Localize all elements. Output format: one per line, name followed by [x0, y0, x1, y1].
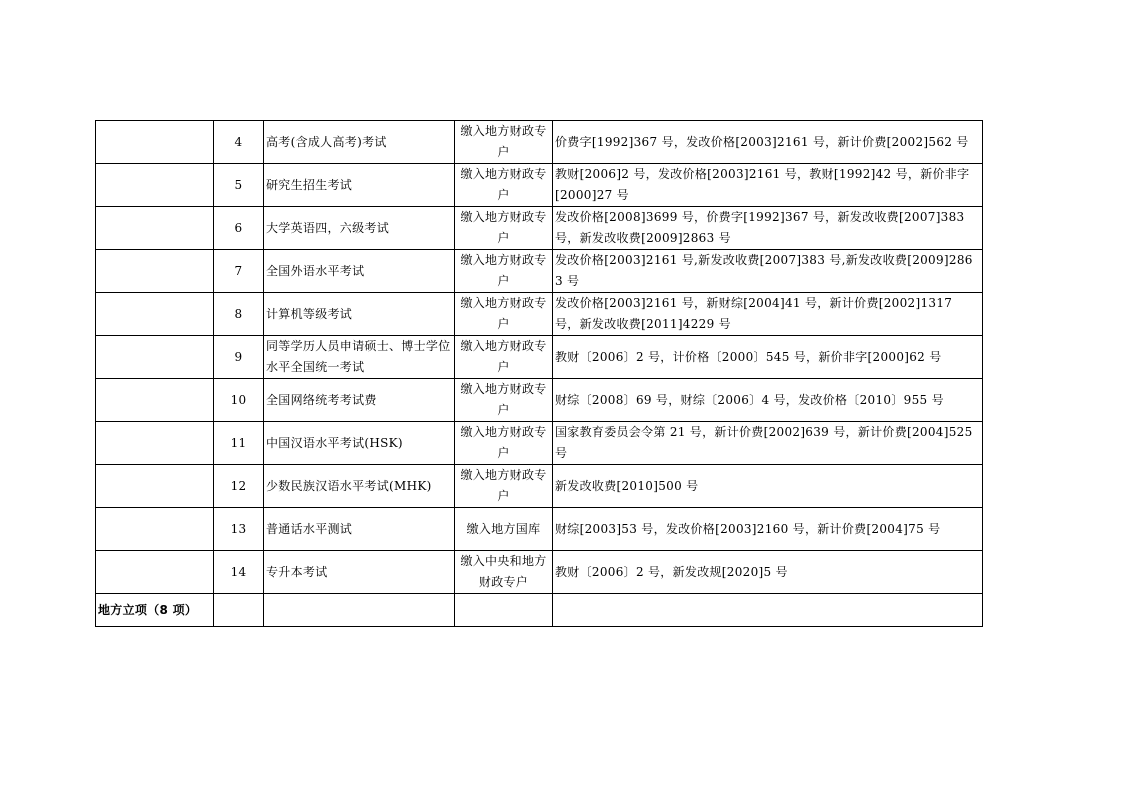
item-number: 4	[214, 121, 264, 164]
table-row	[96, 465, 983, 508]
item-number: 11	[214, 422, 264, 465]
policy-basis: 发改价格[2003]2161 号,新发改收费[2007]383 号,新发改收费[2009]2863 号	[553, 250, 983, 293]
item-name: 中国汉语水平考试(HSK)	[264, 422, 455, 465]
table-row	[96, 164, 983, 207]
fund-treatment: 缴入地方财政专户	[455, 293, 553, 336]
section-header-row	[96, 594, 983, 627]
category-cell	[96, 121, 214, 164]
table-row	[96, 379, 983, 422]
item-name: 少数民族汉语水平考试(MHK)	[264, 465, 455, 508]
policy-basis: 教财〔2006〕2 号，新发改规[2020]5 号	[553, 551, 983, 594]
item-number: 14	[214, 551, 264, 594]
item-name: 专升本考试	[264, 551, 455, 594]
item-name: 普通话水平测试	[264, 508, 455, 551]
fund-treatment: 缴入地方财政专户	[455, 207, 553, 250]
policy-basis: 国家教育委员会令第 21 号，新计价费[2002]639 号，新计价费[2004]525 号	[553, 422, 983, 465]
category-cell	[96, 508, 214, 551]
item-number	[214, 594, 264, 627]
section-title: 地方立项（8 项）	[96, 594, 214, 627]
policy-basis	[553, 594, 983, 627]
policy-basis: 发改价格[2008]3699 号，价费字[1992]367 号，新发改收费[2007]383 号，新发改收费[2009]2863 号	[553, 207, 983, 250]
fund-treatment: 缴入地方财政专户	[455, 250, 553, 293]
item-name: 同等学历人员申请硕士、博士学位水平全国统一考试	[264, 336, 455, 379]
item-number: 9	[214, 336, 264, 379]
table-row	[96, 121, 983, 164]
table-row	[96, 551, 983, 594]
fund-treatment: 缴入地方财政专户	[455, 465, 553, 508]
item-name: 全国外语水平考试	[264, 250, 455, 293]
fund-treatment	[455, 594, 553, 627]
item-number: 8	[214, 293, 264, 336]
policy-basis: 财综〔2008〕69 号，财综〔2006〕4 号，发改价格〔2010〕955 号	[553, 379, 983, 422]
table-row	[96, 250, 983, 293]
category-cell	[96, 164, 214, 207]
policy-basis: 财综[2003]53 号，发改价格[2003]2160 号，新计价费[2004]75 号	[553, 508, 983, 551]
fund-treatment: 缴入地方财政专户	[455, 164, 553, 207]
item-number: 12	[214, 465, 264, 508]
fund-treatment: 缴入地方财政专户	[455, 336, 553, 379]
item-name: 计算机等级考试	[264, 293, 455, 336]
item-name: 大学英语四，六级考试	[264, 207, 455, 250]
item-number: 10	[214, 379, 264, 422]
policy-basis: 新发改收费[2010]500 号	[553, 465, 983, 508]
table-row	[96, 293, 983, 336]
fund-treatment: 缴入中央和地方财政专户	[455, 551, 553, 594]
category-cell	[96, 207, 214, 250]
table-row	[96, 508, 983, 551]
fund-treatment: 缴入地方国库	[455, 508, 553, 551]
item-name	[264, 594, 455, 627]
policy-basis: 发改价格[2003]2161 号，新财综[2004]41 号，新计价费[2002]1317 号，新发改收费[2011]4229 号	[553, 293, 983, 336]
category-cell	[96, 293, 214, 336]
category-cell	[96, 250, 214, 293]
table-row	[96, 207, 983, 250]
policy-basis: 教财[2006]2 号，发改价格[2003]2161 号，教财[1992]42 号，新价非字[2000]27 号	[553, 164, 983, 207]
category-cell	[96, 336, 214, 379]
policy-basis: 教财〔2006〕2 号，计价格〔2000〕545 号，新价非字[2000]62 号	[553, 336, 983, 379]
item-number: 13	[214, 508, 264, 551]
item-name: 全国网络统考考试费	[264, 379, 455, 422]
category-cell	[96, 422, 214, 465]
table-row	[96, 336, 983, 379]
fee-table	[95, 120, 983, 627]
fund-treatment: 缴入地方财政专户	[455, 121, 553, 164]
policy-basis: 价费字[1992]367 号，发改价格[2003]2161 号，新计价费[2002]562 号	[553, 121, 983, 164]
fund-treatment: 缴入地方财政专户	[455, 422, 553, 465]
category-cell	[96, 379, 214, 422]
item-number: 5	[214, 164, 264, 207]
item-name: 高考(含成人高考)考试	[264, 121, 455, 164]
table-row	[96, 422, 983, 465]
item-name: 研究生招生考试	[264, 164, 455, 207]
item-number: 7	[214, 250, 264, 293]
category-cell	[96, 551, 214, 594]
fund-treatment: 缴入地方财政专户	[455, 379, 553, 422]
category-cell	[96, 465, 214, 508]
item-number: 6	[214, 207, 264, 250]
